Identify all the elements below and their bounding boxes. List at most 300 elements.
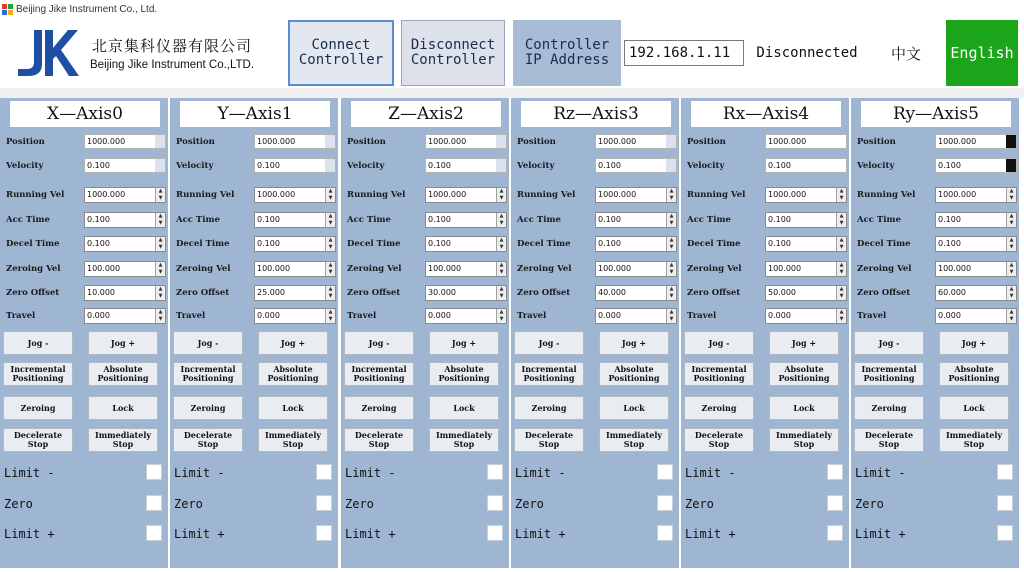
lock-button[interactable]: Lock (939, 396, 1009, 420)
spin-buttons[interactable] (325, 309, 335, 323)
zeroing-button[interactable]: Zeroing (684, 396, 754, 420)
acc-time-stepper[interactable] (765, 212, 847, 228)
param-value: 1000.000 (428, 190, 467, 199)
zero-indicator-row (170, 495, 338, 515)
spin-buttons[interactable] (666, 286, 676, 300)
axis-title: Rx—Axis4 (691, 101, 841, 127)
spin-up-icon[interactable]: ▲ (669, 188, 674, 194)
spin-buttons[interactable] (836, 262, 846, 276)
incremental-positioning-button[interactable]: Incremental Positioning (514, 362, 584, 386)
limit-plus-checkbox[interactable] (657, 525, 673, 541)
param-row-travel (0, 308, 168, 326)
jog-minus-button[interactable]: Jog - (344, 331, 414, 355)
incremental-positioning-button[interactable]: Incremental Positioning (3, 362, 73, 386)
param-label: Running Vel (6, 190, 65, 200)
spin-up-icon[interactable]: ▲ (669, 309, 674, 315)
limit-minus-label: Limit - (174, 466, 225, 480)
spin-buttons[interactable] (325, 262, 335, 276)
jog-minus-button[interactable]: Jog - (3, 331, 73, 355)
decel-time-stepper[interactable] (595, 236, 677, 252)
param-row-zeroing-vel (0, 261, 168, 279)
spin-up-icon[interactable]: ▲ (499, 286, 504, 292)
param-value: 0.100 (598, 161, 621, 170)
travel-stepper[interactable] (595, 308, 677, 324)
lock-button[interactable]: Lock (88, 396, 158, 420)
immediately-stop-button[interactable]: Immediately Stop (258, 428, 328, 452)
param-row-zeroing-vel (511, 261, 679, 279)
field-indicator (325, 159, 335, 172)
spin-buttons[interactable] (836, 286, 846, 300)
param-value: 0.100 (598, 239, 621, 248)
zero-checkbox[interactable] (316, 495, 332, 511)
spin-down-icon[interactable]: ▼ (499, 269, 504, 275)
velocity-field (254, 158, 336, 173)
acc-time-stepper[interactable] (935, 212, 1017, 228)
param-row-running-vel (170, 187, 338, 205)
limit-minus-label: Limit - (685, 466, 736, 480)
spin-buttons[interactable] (666, 213, 676, 227)
zero-offset-stepper[interactable] (935, 285, 1017, 301)
spin-down-icon[interactable]: ▼ (669, 220, 674, 226)
param-label: Decel Time (176, 239, 230, 249)
jog-minus-button[interactable]: Jog - (173, 331, 243, 355)
spin-down-icon[interactable]: ▼ (499, 195, 504, 201)
zeroing-button[interactable]: Zeroing (854, 396, 924, 420)
decelerate-stop-button[interactable]: Decelerate Stop (344, 428, 414, 452)
param-row-zeroing-vel (341, 261, 509, 279)
decelerate-stop-button[interactable]: Decelerate Stop (684, 428, 754, 452)
jog-plus-button[interactable]: Jog + (599, 331, 669, 355)
decelerate-stop-button[interactable]: Decelerate Stop (3, 428, 73, 452)
spin-buttons[interactable] (496, 213, 506, 227)
spin-up-icon[interactable]: ▲ (669, 237, 674, 243)
spin-down-icon[interactable]: ▼ (328, 269, 333, 275)
param-value: 0.100 (428, 161, 451, 170)
spin-down-icon[interactable]: ▼ (669, 293, 674, 299)
param-label: Zeroing Vel (687, 264, 742, 274)
limit-plus-checkbox[interactable] (487, 525, 503, 541)
spin-down-icon[interactable]: ▼ (158, 244, 163, 250)
spin-up-icon[interactable]: ▲ (839, 309, 844, 315)
spin-buttons[interactable] (1006, 213, 1016, 227)
jog-plus-button[interactable]: Jog + (769, 331, 839, 355)
window-title: Beijing Jike Instrument Co., Ltd. (16, 3, 158, 15)
lock-button[interactable]: Lock (769, 396, 839, 420)
spin-buttons[interactable] (1006, 286, 1016, 300)
param-row-position (0, 134, 168, 152)
param-row-acc-time (341, 212, 509, 230)
spin-up-icon[interactable]: ▲ (328, 188, 333, 194)
spin-down-icon[interactable]: ▼ (1009, 269, 1014, 275)
spin-buttons[interactable] (496, 286, 506, 300)
travel-stepper[interactable] (254, 308, 336, 324)
incremental-positioning-button[interactable]: Incremental Positioning (344, 362, 414, 386)
param-label: Zero Offset (176, 288, 230, 298)
jog-plus-button[interactable]: Jog + (258, 331, 328, 355)
field-indicator (325, 135, 335, 148)
controller-ip-input[interactable]: 192.168.1.11 (624, 40, 744, 66)
zero-checkbox[interactable] (146, 495, 162, 511)
param-label: Position (517, 137, 556, 147)
running-vel-stepper[interactable] (425, 187, 507, 203)
spin-up-icon[interactable]: ▲ (839, 213, 844, 219)
spin-down-icon[interactable]: ▼ (1009, 220, 1014, 226)
param-value: 10.000 (87, 288, 115, 297)
decel-time-stepper[interactable] (425, 236, 507, 252)
jog-plus-button[interactable]: Jog + (88, 331, 158, 355)
param-row-zero-offset (681, 285, 849, 303)
spin-buttons[interactable] (155, 309, 165, 323)
limit-plus-indicator-row (170, 525, 338, 545)
param-row-travel (341, 308, 509, 326)
spin-down-icon[interactable]: ▼ (1009, 244, 1014, 250)
travel-stepper[interactable] (935, 308, 1017, 324)
param-value: 0.100 (938, 161, 961, 170)
spin-buttons[interactable] (155, 237, 165, 251)
spin-buttons[interactable] (1006, 188, 1016, 202)
spin-buttons[interactable] (836, 237, 846, 251)
absolute-positioning-button[interactable]: Absolute Positioning (939, 362, 1009, 386)
limit-minus-checkbox[interactable] (316, 464, 332, 480)
zero-offset-stepper[interactable] (595, 285, 677, 301)
limit-minus-checkbox[interactable] (487, 464, 503, 480)
param-label: Position (857, 137, 896, 147)
spin-down-icon[interactable]: ▼ (158, 269, 163, 275)
spin-down-icon[interactable]: ▼ (669, 244, 674, 250)
spin-up-icon[interactable]: ▲ (158, 309, 163, 315)
limit-plus-indicator-row (511, 525, 679, 545)
spin-buttons[interactable] (325, 286, 335, 300)
jog-minus-button[interactable]: Jog - (514, 331, 584, 355)
position-field (425, 134, 507, 149)
param-row-running-vel (851, 187, 1019, 205)
spin-buttons[interactable] (836, 188, 846, 202)
spin-down-icon[interactable]: ▼ (328, 316, 333, 322)
travel-stepper[interactable] (84, 308, 166, 324)
immediately-stop-button[interactable]: Immediately Stop (769, 428, 839, 452)
spin-down-icon[interactable]: ▼ (328, 195, 333, 201)
spin-up-icon[interactable]: ▲ (158, 286, 163, 292)
company-logo (12, 22, 282, 84)
zeroing-button[interactable]: Zeroing (514, 396, 584, 420)
spin-up-icon[interactable]: ▲ (158, 262, 163, 268)
axis-title: X—Axis0 (10, 101, 160, 127)
param-row-decel-time (851, 236, 1019, 254)
spin-down-icon[interactable]: ▼ (839, 244, 844, 250)
spin-down-icon[interactable]: ▼ (328, 293, 333, 299)
param-row-acc-time (170, 212, 338, 230)
running-vel-stepper[interactable] (84, 187, 166, 203)
spin-buttons[interactable] (1006, 309, 1016, 323)
limit-minus-checkbox[interactable] (146, 464, 162, 480)
spin-buttons[interactable] (155, 286, 165, 300)
param-label: Velocity (517, 161, 555, 171)
limit-minus-checkbox[interactable] (997, 464, 1013, 480)
spin-up-icon[interactable]: ▲ (839, 262, 844, 268)
spin-up-icon[interactable]: ▲ (328, 262, 333, 268)
immediately-stop-button[interactable]: Immediately Stop (599, 428, 669, 452)
spin-down-icon[interactable]: ▼ (328, 220, 333, 226)
spin-up-icon[interactable]: ▲ (158, 213, 163, 219)
spin-down-icon[interactable]: ▼ (669, 195, 674, 201)
limit-minus-checkbox[interactable] (657, 464, 673, 480)
decel-time-stepper[interactable] (254, 236, 336, 252)
spin-up-icon[interactable]: ▲ (499, 213, 504, 219)
axis-title: Y—Axis1 (180, 101, 330, 127)
spin-down-icon[interactable]: ▼ (839, 316, 844, 322)
absolute-positioning-button[interactable]: Absolute Positioning (429, 362, 499, 386)
limit-plus-checkbox[interactable] (146, 525, 162, 541)
axis-panel (341, 98, 509, 568)
param-value: 1000.000 (598, 137, 637, 146)
spin-up-icon[interactable]: ▲ (1009, 237, 1014, 243)
spin-buttons[interactable] (836, 213, 846, 227)
incremental-positioning-button[interactable]: Incremental Positioning (173, 362, 243, 386)
spin-up-icon[interactable]: ▲ (669, 213, 674, 219)
param-value: 0.100 (768, 215, 791, 224)
param-value: 50.000 (768, 288, 796, 297)
zero-offset-stepper[interactable] (765, 285, 847, 301)
decelerate-stop-button[interactable]: Decelerate Stop (514, 428, 584, 452)
zeroing-vel-stepper[interactable] (935, 261, 1017, 277)
travel-stepper[interactable] (765, 308, 847, 324)
zeroing-button[interactable]: Zeroing (344, 396, 414, 420)
param-row-zeroing-vel (170, 261, 338, 279)
velocity-field (84, 158, 166, 173)
limit-plus-checkbox[interactable] (316, 525, 332, 541)
spin-up-icon[interactable]: ▲ (1009, 262, 1014, 268)
decelerate-stop-button[interactable]: Decelerate Stop (854, 428, 924, 452)
param-label: Acc Time (347, 215, 391, 225)
disconnect-controller-button[interactable]: Disconnect Controller (401, 20, 505, 86)
spin-buttons[interactable] (496, 237, 506, 251)
incremental-positioning-button[interactable]: Incremental Positioning (684, 362, 754, 386)
decelerate-stop-button[interactable]: Decelerate Stop (173, 428, 243, 452)
spin-down-icon[interactable]: ▼ (499, 316, 504, 322)
zeroing-vel-stepper[interactable] (84, 261, 166, 277)
param-row-running-vel (681, 187, 849, 205)
absolute-positioning-button[interactable]: Absolute Positioning (769, 362, 839, 386)
language-chinese-button[interactable]: 中文 (890, 44, 921, 63)
param-value: 0.100 (938, 215, 961, 224)
spin-buttons[interactable] (1006, 262, 1016, 276)
immediately-stop-button[interactable]: Immediately Stop (88, 428, 158, 452)
param-label: Acc Time (857, 215, 901, 225)
spin-down-icon[interactable]: ▼ (158, 195, 163, 201)
param-label: Zero Offset (517, 288, 571, 298)
running-vel-stepper[interactable] (254, 187, 336, 203)
spin-down-icon[interactable]: ▼ (1009, 195, 1014, 201)
spin-down-icon[interactable]: ▼ (499, 220, 504, 226)
spin-up-icon[interactable]: ▲ (328, 309, 333, 315)
spin-buttons[interactable] (666, 188, 676, 202)
spin-up-icon[interactable]: ▲ (328, 213, 333, 219)
param-value: 1000.000 (87, 190, 126, 199)
decel-time-stepper[interactable] (765, 236, 847, 252)
zeroing-vel-stepper[interactable] (254, 261, 336, 277)
acc-time-stepper[interactable] (254, 212, 336, 228)
param-row-velocity (681, 158, 849, 176)
incremental-positioning-button[interactable]: Incremental Positioning (854, 362, 924, 386)
spin-up-icon[interactable]: ▲ (499, 262, 504, 268)
travel-stepper[interactable] (425, 308, 507, 324)
running-vel-stepper[interactable] (935, 187, 1017, 203)
spin-down-icon[interactable]: ▼ (158, 220, 163, 226)
spin-buttons[interactable] (496, 262, 506, 276)
running-vel-stepper[interactable] (765, 187, 847, 203)
spin-buttons[interactable] (666, 237, 676, 251)
zeroing-vel-stepper[interactable] (765, 261, 847, 277)
zeroing-button[interactable]: Zeroing (3, 396, 73, 420)
spin-up-icon[interactable]: ▲ (158, 188, 163, 194)
limit-plus-label: Limit + (685, 527, 736, 541)
spin-up-icon[interactable]: ▲ (839, 188, 844, 194)
immediately-stop-button[interactable]: Immediately Stop (429, 428, 499, 452)
immediately-stop-button[interactable]: Immediately Stop (939, 428, 1009, 452)
axis-title: Ry—Axis5 (861, 101, 1011, 127)
connect-controller-button[interactable]: Connect Controller (288, 20, 394, 86)
spin-down-icon[interactable]: ▼ (669, 269, 674, 275)
spin-up-icon[interactable]: ▲ (328, 237, 333, 243)
spin-up-icon[interactable]: ▲ (499, 188, 504, 194)
param-value: 0.100 (768, 239, 791, 248)
zero-checkbox[interactable] (657, 495, 673, 511)
acc-time-stepper[interactable] (425, 212, 507, 228)
spin-buttons[interactable] (496, 309, 506, 323)
spin-down-icon[interactable]: ▼ (839, 220, 844, 226)
lock-button[interactable]: Lock (429, 396, 499, 420)
param-label: Acc Time (6, 215, 50, 225)
param-row-position (851, 134, 1019, 152)
limit-plus-indicator-row (681, 525, 849, 545)
lock-button[interactable]: Lock (258, 396, 328, 420)
spin-buttons[interactable] (155, 262, 165, 276)
absolute-positioning-button[interactable]: Absolute Positioning (88, 362, 158, 386)
running-vel-stepper[interactable] (595, 187, 677, 203)
spin-up-icon[interactable]: ▲ (158, 237, 163, 243)
spin-up-icon[interactable]: ▲ (499, 237, 504, 243)
spin-up-icon[interactable]: ▲ (1009, 286, 1014, 292)
jog-plus-button[interactable]: Jog + (939, 331, 1009, 355)
spin-buttons[interactable] (325, 188, 335, 202)
spin-down-icon[interactable]: ▼ (1009, 316, 1014, 322)
spin-down-icon[interactable]: ▼ (158, 316, 163, 322)
zero-label: Zero (685, 497, 714, 511)
zero-offset-stepper[interactable] (425, 285, 507, 301)
param-value: 1000.000 (938, 137, 977, 146)
limit-plus-checkbox[interactable] (827, 525, 843, 541)
zeroing-vel-stepper[interactable] (595, 261, 677, 277)
lock-button[interactable]: Lock (599, 396, 669, 420)
param-value: 1000.000 (768, 190, 807, 199)
limit-plus-label: Limit + (174, 527, 225, 541)
param-row-decel-time (341, 236, 509, 254)
language-english-button[interactable]: English (946, 20, 1018, 86)
spin-down-icon[interactable]: ▼ (328, 244, 333, 250)
spin-down-icon[interactable]: ▼ (158, 293, 163, 299)
param-label: Position (687, 137, 726, 147)
param-row-travel (681, 308, 849, 326)
limit-minus-indicator-row (0, 464, 168, 484)
spin-buttons[interactable] (496, 188, 506, 202)
param-value: 1000.000 (257, 137, 296, 146)
spin-buttons[interactable] (666, 262, 676, 276)
limit-plus-checkbox[interactable] (997, 525, 1013, 541)
param-row-running-vel (511, 187, 679, 205)
param-label: Acc Time (176, 215, 220, 225)
jog-minus-button[interactable]: Jog - (684, 331, 754, 355)
jog-minus-button[interactable]: Jog - (854, 331, 924, 355)
param-label: Velocity (857, 161, 895, 171)
param-label: Travel (517, 311, 547, 321)
spin-buttons[interactable] (1006, 237, 1016, 251)
spin-down-icon[interactable]: ▼ (669, 316, 674, 322)
limit-minus-checkbox[interactable] (827, 464, 843, 480)
param-value: 60.000 (938, 288, 966, 297)
spin-buttons[interactable] (666, 309, 676, 323)
zero-offset-stepper[interactable] (84, 285, 166, 301)
spin-down-icon[interactable]: ▼ (1009, 293, 1014, 299)
acc-time-stepper[interactable] (84, 212, 166, 228)
spin-down-icon[interactable]: ▼ (499, 244, 504, 250)
zeroing-vel-stepper[interactable] (425, 261, 507, 277)
spin-up-icon[interactable]: ▲ (1009, 213, 1014, 219)
acc-time-stepper[interactable] (595, 212, 677, 228)
spin-up-icon[interactable]: ▲ (669, 262, 674, 268)
field-indicator (155, 135, 165, 148)
param-row-decel-time (511, 236, 679, 254)
param-label: Running Vel (176, 190, 235, 200)
spin-up-icon[interactable]: ▲ (499, 309, 504, 315)
param-value: 30.000 (428, 288, 456, 297)
zero-checkbox[interactable] (487, 495, 503, 511)
param-label: Zero Offset (347, 288, 401, 298)
spin-buttons[interactable] (325, 213, 335, 227)
absolute-positioning-button[interactable]: Absolute Positioning (258, 362, 328, 386)
spin-up-icon[interactable]: ▲ (1009, 188, 1014, 194)
spin-buttons[interactable] (155, 213, 165, 227)
zero-checkbox[interactable] (997, 495, 1013, 511)
spin-up-icon[interactable]: ▲ (328, 286, 333, 292)
spin-up-icon[interactable]: ▲ (839, 237, 844, 243)
spin-up-icon[interactable]: ▲ (1009, 309, 1014, 315)
param-row-zero-offset (0, 285, 168, 303)
param-value: 100.000 (768, 264, 802, 273)
spin-buttons[interactable] (155, 188, 165, 202)
zeroing-button[interactable]: Zeroing (173, 396, 243, 420)
axis-panel (170, 98, 338, 568)
spin-up-icon[interactable]: ▲ (669, 286, 674, 292)
spin-buttons[interactable] (325, 237, 335, 251)
spin-down-icon[interactable]: ▼ (839, 269, 844, 275)
zero-checkbox[interactable] (827, 495, 843, 511)
param-row-travel (851, 308, 1019, 326)
spin-down-icon[interactable]: ▼ (839, 293, 844, 299)
decel-time-stepper[interactable] (935, 236, 1017, 252)
absolute-positioning-button[interactable]: Absolute Positioning (599, 362, 669, 386)
limit-minus-indicator-row (341, 464, 509, 484)
spin-down-icon[interactable]: ▼ (839, 195, 844, 201)
jog-plus-button[interactable]: Jog + (429, 331, 499, 355)
spin-up-icon[interactable]: ▲ (839, 286, 844, 292)
param-row-decel-time (0, 236, 168, 254)
param-value: 0.100 (598, 215, 621, 224)
zero-offset-stepper[interactable] (254, 285, 336, 301)
limit-plus-label: Limit + (4, 527, 55, 541)
decel-time-stepper[interactable] (84, 236, 166, 252)
spin-buttons[interactable] (836, 309, 846, 323)
spin-down-icon[interactable]: ▼ (499, 293, 504, 299)
